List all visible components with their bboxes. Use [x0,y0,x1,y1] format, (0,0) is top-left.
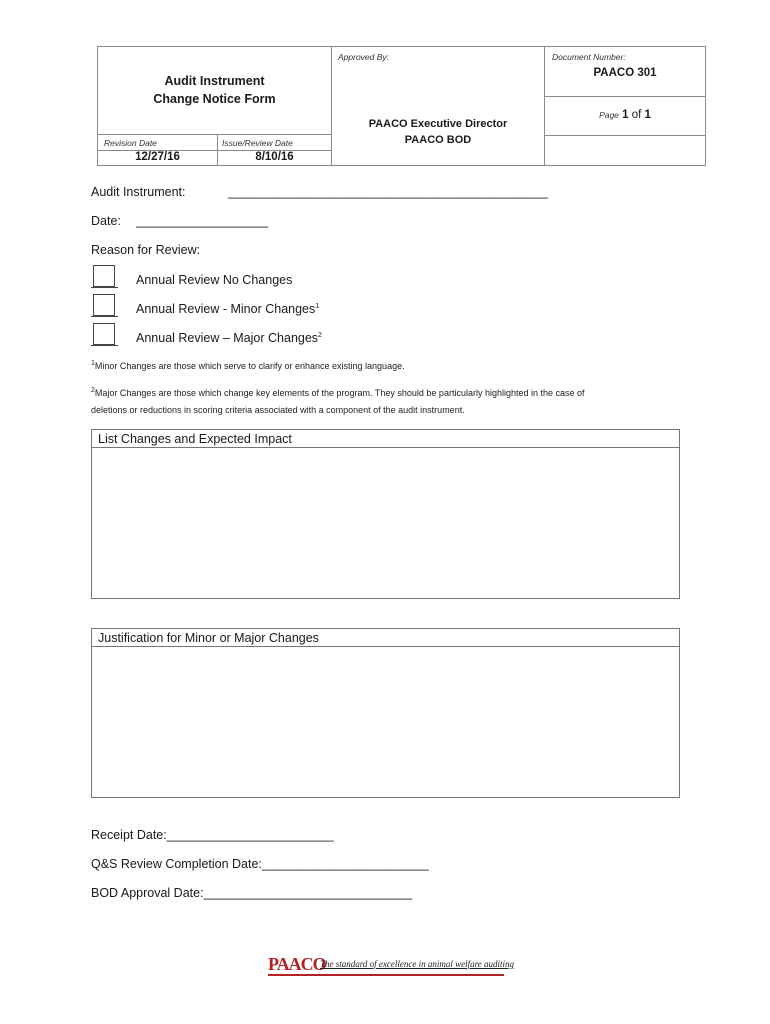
bod-approval-input[interactable]: ______________________________ [203,886,413,900]
date-label: Date: [91,214,121,228]
footnote-2-line1: $^2$Major Changes are those which change key elements of the program. They should be particularly highlighted in the case of [91,387,585,398]
page-total: 1 [644,109,651,121]
revision-date-label: Revision Date [104,138,157,148]
audit-instrument-input[interactable]: ______________________________________________ [228,185,548,199]
qs-review-input[interactable]: ________________________ [261,857,429,871]
changes-section [91,429,680,599]
checkbox-no-changes[interactable] [93,265,115,287]
reason-label: Reason for Review: [91,243,201,257]
issue-date-label: Issue/Review Date [222,138,293,148]
revision-date-value: 12/27/16 [135,151,180,163]
page-prefix: Page [599,110,619,120]
receipt-date-field [91,828,334,842]
receipt-date-label: Receipt Date: [91,828,167,842]
checkbox-major-changes[interactable] [93,323,115,345]
qs-review-field [91,857,429,871]
bod-approval-field [91,886,412,900]
option-label-no-changes: Annual Review No Changes [136,273,293,287]
date-input[interactable]: ___________________ [136,214,269,228]
justification-textarea[interactable] [92,647,679,797]
doc-number-label: Document Number: [552,52,626,62]
approver-line2: PAACO BOD [404,134,472,146]
receipt-date-input[interactable]: ________________________ [166,828,334,842]
form-title-line1: Audit Instrument [164,74,265,88]
approver-line1: PAACO Executive Director [368,118,508,130]
form-title-line2: Change Notice Form [153,92,276,106]
bod-approval-label: BOD Approval Date: [91,886,204,900]
qs-review-label: Q&S Review Completion Date: [91,857,262,871]
paaco-logo [268,954,515,978]
checkbox-minor-changes[interactable] [93,294,115,316]
logo-underline [268,974,504,976]
footnote-1: $^1$Minor Changes are those which serve to clarify or enhance existing language. [91,360,405,371]
audit-instrument-label: Audit Instrument: [91,185,186,199]
issue-date-value: 8/10/16 [255,151,294,163]
logo-brand: PAACO [268,954,326,974]
page-current: 1 [622,109,629,121]
doc-number-value: PAACO 301 [593,67,657,79]
justification-section [91,628,680,798]
approved-by-label: Approved By: [338,52,390,62]
changes-section-title: List Changes and Expected Impact [92,430,679,448]
justification-section-title: Justification for Minor or Major Changes [92,629,679,647]
option-label-major-changes: Annual Review – Major Changes$^2$ [136,331,322,345]
option-label-minor-changes: Annual Review - Minor Changes$^1$ [136,302,320,316]
changes-textarea[interactable] [92,448,679,598]
page-of: of [631,109,642,121]
footnote-2-line2: deletions or reductions in scoring criteria associated with a component of the audit instrument. [91,405,465,415]
logo-tagline: The standard of excellence in animal welfare auditing [320,959,515,969]
page-indicator [545,109,705,121]
